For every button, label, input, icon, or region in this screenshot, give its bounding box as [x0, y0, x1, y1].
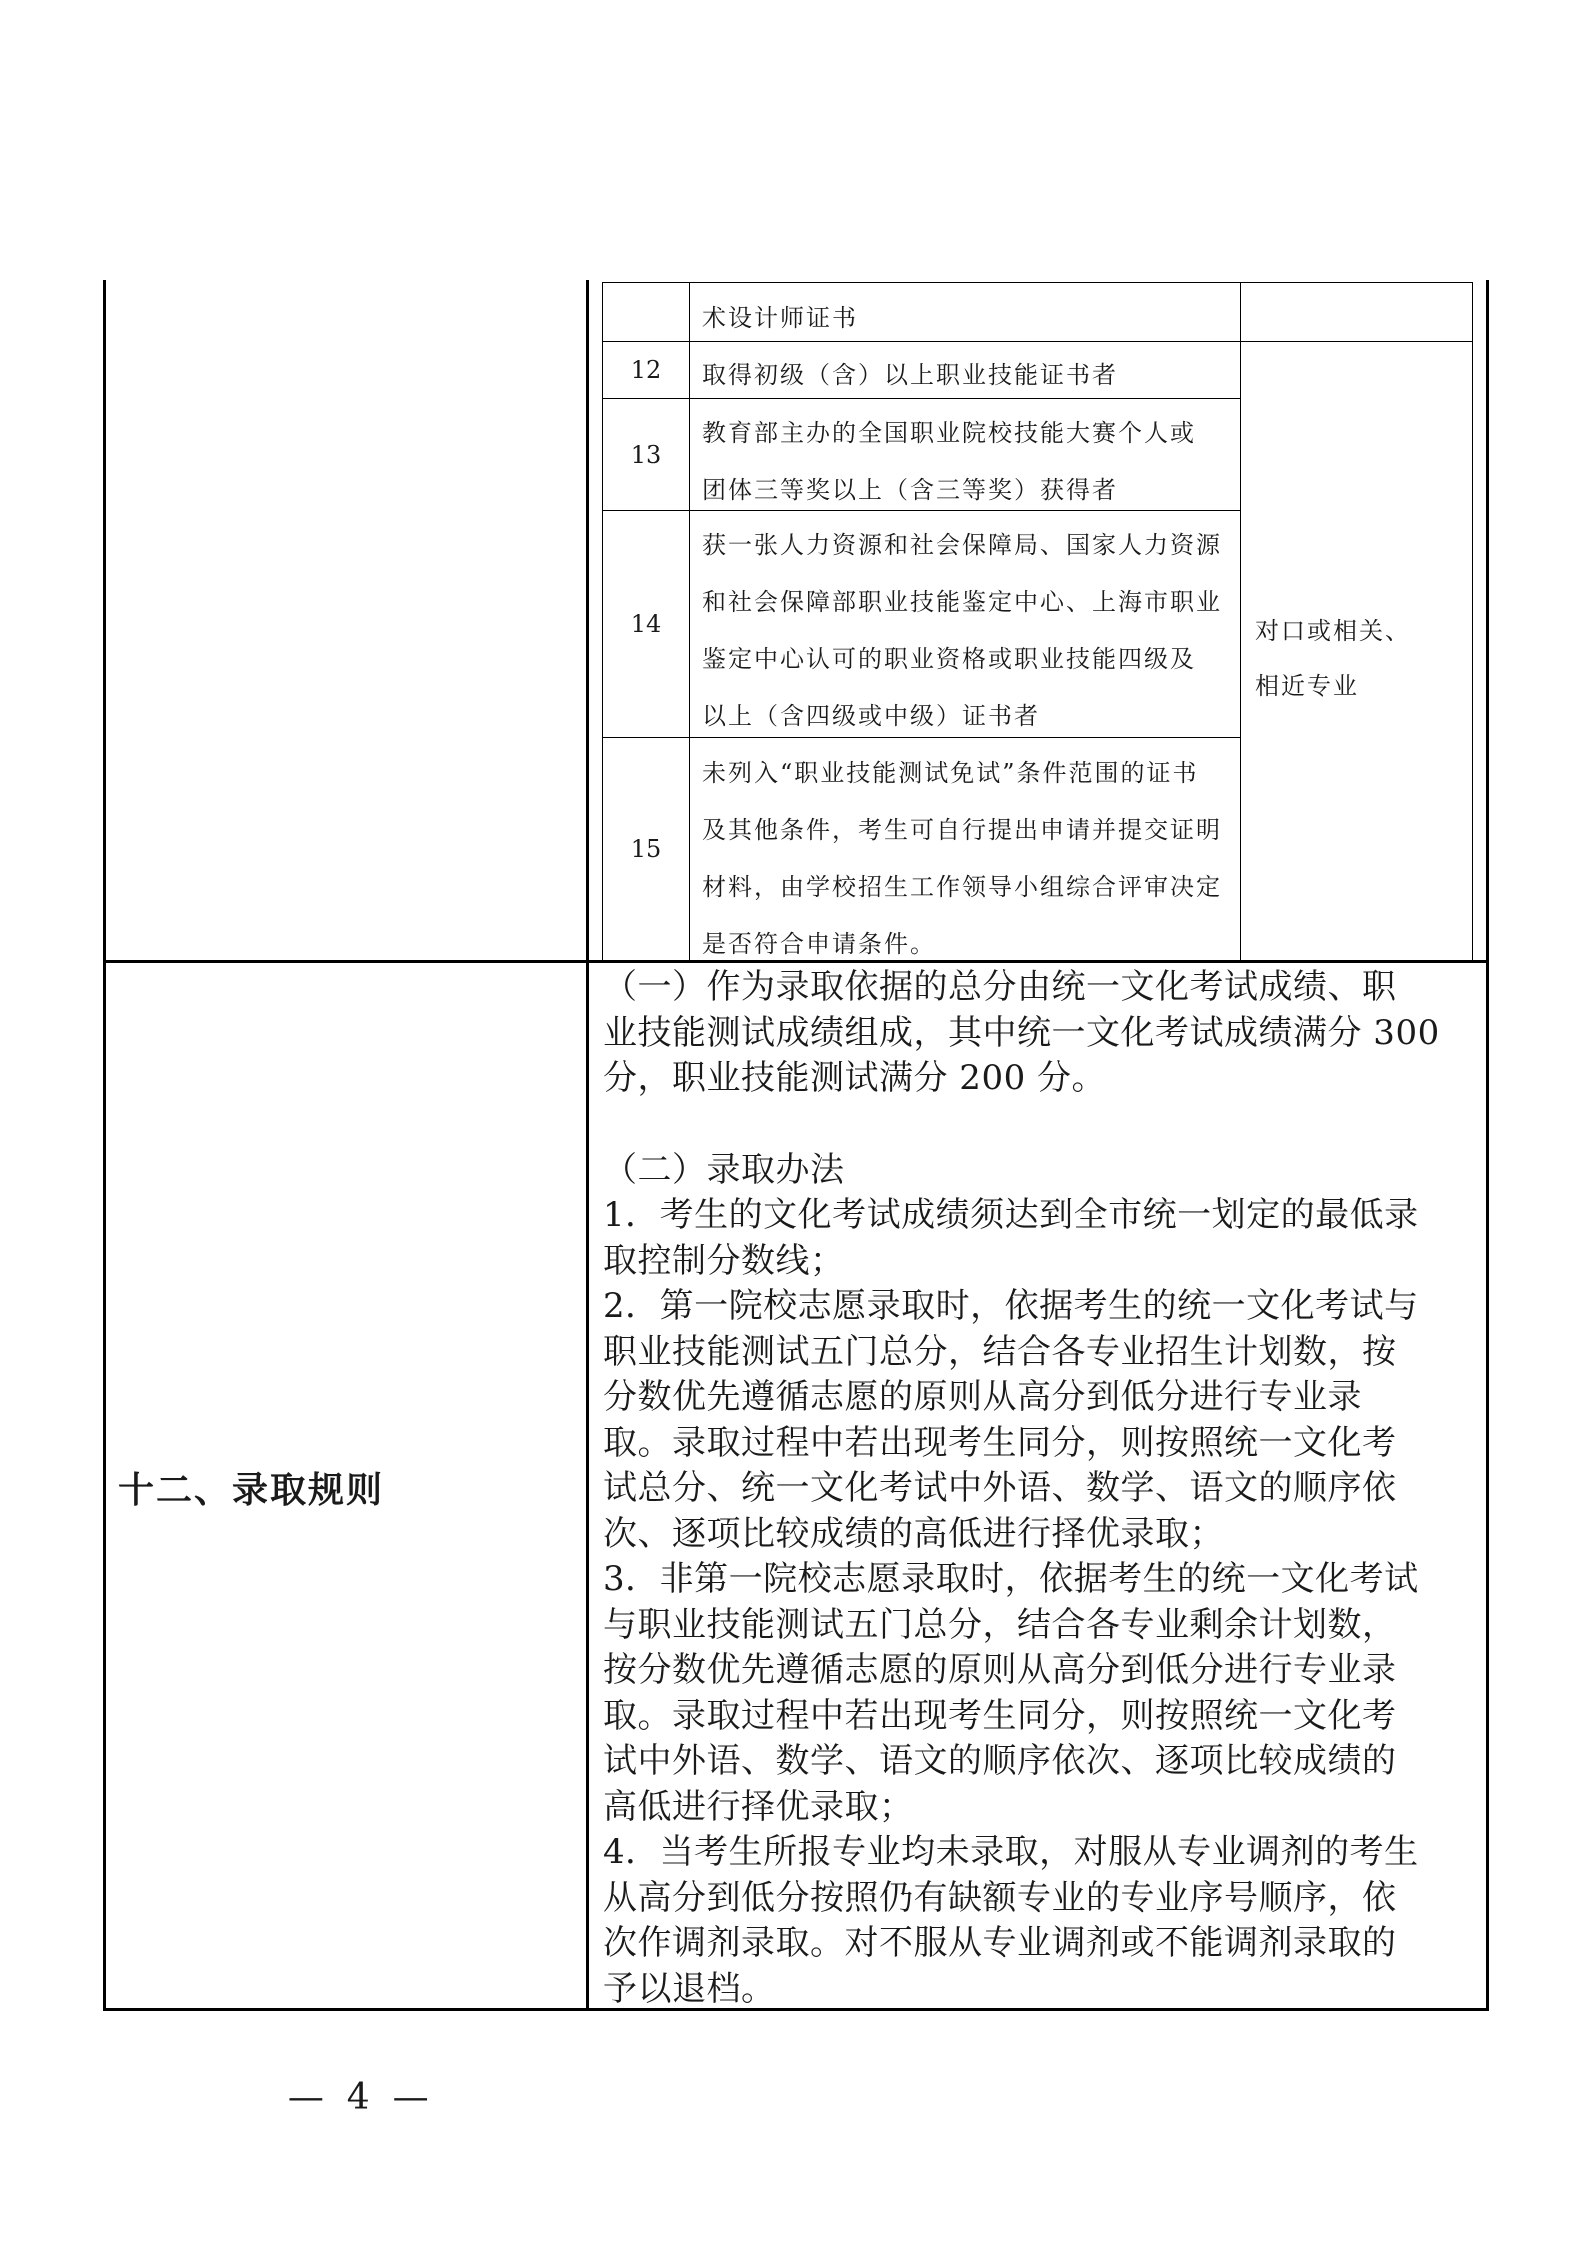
condition-line: 和社会保障部职业技能鉴定中心、上海市职业 — [702, 588, 1222, 616]
condition-line: 教育部主办的全国职业院校技能大赛个人或 — [702, 419, 1196, 447]
rules-line: 分数优先遵循志愿的原则从高分到低分进行专业录 — [603, 1377, 1362, 1417]
admission-rules — [589, 965, 1486, 2012]
row-number-cell — [603, 511, 689, 737]
rules-line: 按分数优先遵循志愿的原则从高分到低分进行专业录 — [603, 1650, 1397, 1690]
rules-line: 予以退档。 — [603, 1968, 776, 2009]
table-right-border — [1486, 280, 1489, 2010]
condition-cell — [690, 745, 1240, 973]
condition-line: 及其他条件，考生可自行提出申请并提交证明 — [702, 816, 1222, 844]
condition-cell — [690, 405, 1240, 519]
row-number-cell — [603, 342, 689, 398]
rules-line: 4．当考生所报专业均未录取，对服从专业调剂的考生 — [603, 1832, 1419, 1872]
rules-line: 分，职业技能测试满分 200 分。 — [603, 1058, 1107, 1098]
condition-line: 团体三等奖以上（含三等奖）获得者 — [702, 476, 1118, 504]
row-number: 15 — [630, 835, 662, 863]
rules-line: 1．考生的文化考试成绩须达到全市统一划定的最低录 — [603, 1195, 1419, 1235]
inner-table-right-border — [1472, 282, 1473, 960]
rules-line: 次、逐项比较成绩的高低进行择优录取； — [603, 1513, 1224, 1554]
rules-line: 次作调剂录取。对不服从专业调剂或不能调剂录取的 — [603, 1923, 1397, 1963]
rules-line: 与职业技能测试五门总分，结合各专业剩余计划数， — [603, 1604, 1397, 1645]
table-left-border — [103, 280, 106, 2010]
condition-line: 术设计师证书 — [702, 304, 858, 332]
condition-line: 未列入“职业技能测试免试”条件范围的证书 — [702, 759, 1199, 787]
condition-line: 取得初级（含）以上职业技能证书者 — [702, 361, 1118, 389]
rules-line: 取控制分数线； — [603, 1240, 845, 1281]
row-number-cell — [603, 738, 689, 960]
condition-cell — [690, 347, 1240, 404]
inner-table-top-border — [602, 282, 1473, 283]
major-requirement-line: 对口或相关、 — [1255, 617, 1411, 645]
rules-line: （一）作为录取依据的总分由统一文化考试成绩、职 — [603, 967, 1397, 1007]
rules-line: 2．第一院校志愿录取时，依据考生的统一文化考试与 — [603, 1286, 1419, 1326]
condition-line: 鉴定中心认可的职业资格或职业技能四级及 — [702, 645, 1196, 673]
rules-line: 高低进行择优录取； — [603, 1786, 914, 1827]
rules-line: 3．非第一院校志愿录取时，依据考生的统一文化考试 — [603, 1559, 1419, 1599]
row-number: 12 — [630, 356, 662, 384]
condition-cell — [690, 290, 1240, 347]
condition-line: 是否符合申请条件。 — [702, 930, 936, 958]
rules-line: 业技能测试成绩组成，其中统一文化考试成绩满分 300 — [603, 1012, 1440, 1053]
rules-line: 从高分到低分按照仍有缺额专业的专业序号顺序，依 — [603, 1877, 1397, 1918]
condition-line: 以上（含四级或中级）证书者 — [702, 702, 1040, 730]
rules-line: （二）录取办法 — [603, 1149, 845, 1190]
rules-line: 试中外语、数学、语文的顺序依次、逐项比较成绩的 — [603, 1741, 1397, 1781]
major-requirement-cell — [1241, 604, 1472, 714]
major-requirement-line: 相近专业 — [1255, 672, 1359, 700]
page-number: — 4 — — [287, 2077, 429, 2118]
row-number: 13 — [630, 440, 662, 469]
row-number-cell — [603, 399, 689, 510]
paragraph-gap — [603, 1102, 1474, 1148]
rules-line: 职业技能测试五门总分，结合各专业招生计划数，按 — [603, 1331, 1397, 1372]
row-number: 14 — [630, 610, 662, 638]
rules-line: 取。录取过程中若出现考生同分，则按照统一文化考 — [603, 1422, 1397, 1463]
condition-line: 获一张人力资源和社会保障局、国家人力资源 — [702, 531, 1222, 559]
rules-line: 取。录取过程中若出现考生同分，则按照统一文化考 — [603, 1695, 1397, 1736]
condition-line: 材料，由学校招生工作领导小组综合评审决定 — [702, 873, 1222, 901]
section-title: 十二、录取规则 — [118, 1470, 385, 1511]
condition-cell — [690, 517, 1240, 745]
rules-line: 试总分、统一文化考试中外语、数学、语文的顺序依 — [603, 1468, 1397, 1508]
